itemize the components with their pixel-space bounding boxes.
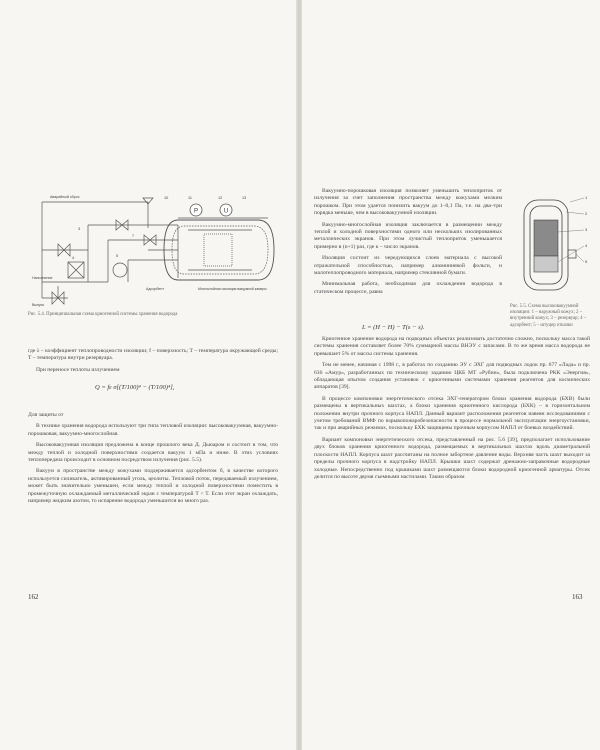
- right-paragraph-1: Вакуумно-порошковая изоляция позволяет уменьшить теплоприток от излучения за счет заполнения пространства между кожухами мелким порошком. При этом удается понизить вакуум до 1–0,1 Па, т.е. на два–три порядка меньше, чем в высоковакуумной изоляции.: [314, 188, 502, 217]
- cryogenic-storage-diagram: [28, 190, 278, 308]
- right-paragraph-2: Вакуумно-многослойная изоляция заключается в размещении между теплой и холодной поверхностями одного или нескольких изолированных металлических экранов. При этом лучистый теплоприток уменьшается примерно в (n+1) раз, где к – число экранов.: [314, 221, 502, 250]
- right-paragraph-3: Изоляция состоит из чередующихся слоев материала с высокой отражательной способностью, например алюминиевой фольги, и малотеплопроводного материала, например стеклянной бумаги.: [314, 255, 502, 277]
- marker-3: 3: [78, 227, 81, 231]
- marker-11: 11: [188, 196, 192, 200]
- right-paragraph-7: В процессе компоновки энергетического отсека ЭХГ-генератором блоки хранения водорода (БХВ) были размещены в вертикальных шахтах, а блоки хранения криогенного кислорода (БХК) – в горизонтальном положении внутри прочного корпуса НАПЛ. Данный вариант расположения реагентов навеян исследованиями с учетом требований ВМФ по взрывопожаробезопасности в процессе нормальной эксплуатации энергоустановки, так и при аварийных режимах, поскольку БХК защищены прочным корпусом НАПЛ от боевых воздействий.: [314, 395, 590, 432]
- left-paragraph-5: Высоковакуумная изоляция предложена в конце прошлого века Д. Дьюаром и состоит в том, что между теплой и холодной поверхностями создается вакуум 1 мПа и ниже. В этих условиях теплопередача происходит в основном посредством излучения (рис. 5.5).: [28, 442, 278, 464]
- right-page: [302, 0, 600, 750]
- fig55-marker-5: 5: [585, 259, 588, 264]
- marker-10: 10: [164, 196, 169, 200]
- radiation-formula: [95, 384, 174, 391]
- minimal-work-formula-text: L = (H − H) − T(s − s).: [362, 324, 425, 331]
- marker-5: 5: [116, 254, 119, 258]
- minimal-work-formula: [362, 324, 424, 331]
- pressure-gauge-label: P: [193, 208, 199, 215]
- figure-5-4-caption-text: Рис. 5.4. Принципиальная схема криогенной системы хранения водорода: [28, 312, 178, 317]
- fill-label: Наполнение: [32, 276, 53, 280]
- level-gauge-label: U: [223, 208, 229, 215]
- marker-13: 13: [242, 196, 247, 200]
- marker-4: 4: [72, 256, 75, 260]
- marker-12: 12: [218, 196, 223, 200]
- vacuum-insulation-diagram: [510, 190, 590, 300]
- left-paragraph-2: При переносе теплоты излучением: [36, 366, 120, 373]
- left-page: [0, 0, 298, 750]
- left-text-block-2: [28, 412, 278, 509]
- radiation-formula-text: Q = fε σ[(T/100)⁴ − (T/100)⁴],: [95, 384, 175, 391]
- figure-5-5-caption: [510, 304, 588, 329]
- figure-5-5-caption-text: Рис. 5.5. Схема высоковакуумной изоляции: 1 – наружный кожух; 2 – внутренний кожух; 3 – резервуар; 4 – адсорбент; 5 – штуцер откачки: [510, 304, 587, 328]
- right-page-number: 163: [572, 593, 583, 601]
- right-paragraph-8: Вариант компоновки энергетического отсека, представленный на рис. 5.6 [39], предполагает использование двух блоков хранения криогенного водорода, размещаемых в вертикальных шахтах вдоль диаметральной плоскости НАПЛ. Корпуса шахт рассчитаны на полное забортное давление воды. Верхняя часть шахт выходит за пределы прочного корпуса в надстройку НАПЛ. Крышки шахт содержат дренажно-заправочные водородные холодные. Непосредственно под крышками шахт размещаются блоки водородной криогенной арматуры. Отсек делится по высоте двумя съемными настилами. Таким образом: [314, 436, 590, 480]
- exhaust-label: Выпуск: [32, 303, 45, 307]
- right-paragraph-4: Минимальная работа, необходимая для охлаждения водорода в статическом процессе, равна: [314, 281, 502, 295]
- right-text-block-top: [314, 188, 502, 300]
- left-page-number: 162: [28, 593, 39, 601]
- left-paragraph-1: где λ – коэффициент теплопроводности изоляции; f – поверхность; T – температура окружающей среды; T – температура внутри резервуара.: [28, 348, 278, 362]
- right-text-block-main: [314, 336, 590, 485]
- insulation-label: Многослойная изоляция вакуумной камеры: [198, 287, 267, 291]
- marker-7: 7: [132, 234, 135, 238]
- right-paragraph-6: Тем не менее, начиная с 1998 г., в работах по созданию ЭУ с ЭХГ для подводных лодок пр. 677 «Лада» и пр. 636 «Амур», разработанных по техническому заданию ЦКБ МТ «Рубин», была подключена РКК «Энергия», обладающая опытом создания установок с криогенными системами хранения реагентов для космических аппаратов [39].: [314, 362, 590, 391]
- left-paragraph-4: В технике хранения водорода используют три типа тепловой изоляции: высоковакуумная, вакуумно-порошковая, вакуумно-многослойная.: [28, 423, 278, 437]
- figure-5-4-caption: [28, 312, 278, 318]
- adsorber-label: Адсорбент: [146, 287, 164, 291]
- left-text-block-1: [28, 348, 278, 378]
- fig55-marker-2: 2: [585, 211, 588, 216]
- fig55-marker-3: 3: [585, 227, 588, 232]
- fig55-marker-4: 4: [585, 243, 588, 248]
- right-paragraph-5: Криогенное хранение водорода на подводных объектах реализовать достаточно сложно, поскольку масса такой системы хранения составляет более 70% суммарной массы ВНЭУ с запасами. В то же время масса водорода не превышает 5% от массы системы хранения.: [314, 336, 590, 357]
- fig55-marker-1: 1: [585, 195, 588, 200]
- emergency-vent-label: Аварийный сброс: [50, 195, 80, 199]
- left-paragraph-6: Вакуум в пространстве между кожухами поддерживается адсорбентом б, в качестве которого используется силикагель, активированный уголь, цеолиты. Тепловой поток, передаваемый излучением, может быть значительно уменьшен, если между теплой и холодной поверхностями поместить в промежуточную охлаждаемый металлический экран с температурой T < T. Если этот экран охлаждать, например жидким азотом, то испарение водорода уменьшится во много раз.: [28, 468, 278, 505]
- left-paragraph-3: Для защиты от: [28, 412, 64, 418]
